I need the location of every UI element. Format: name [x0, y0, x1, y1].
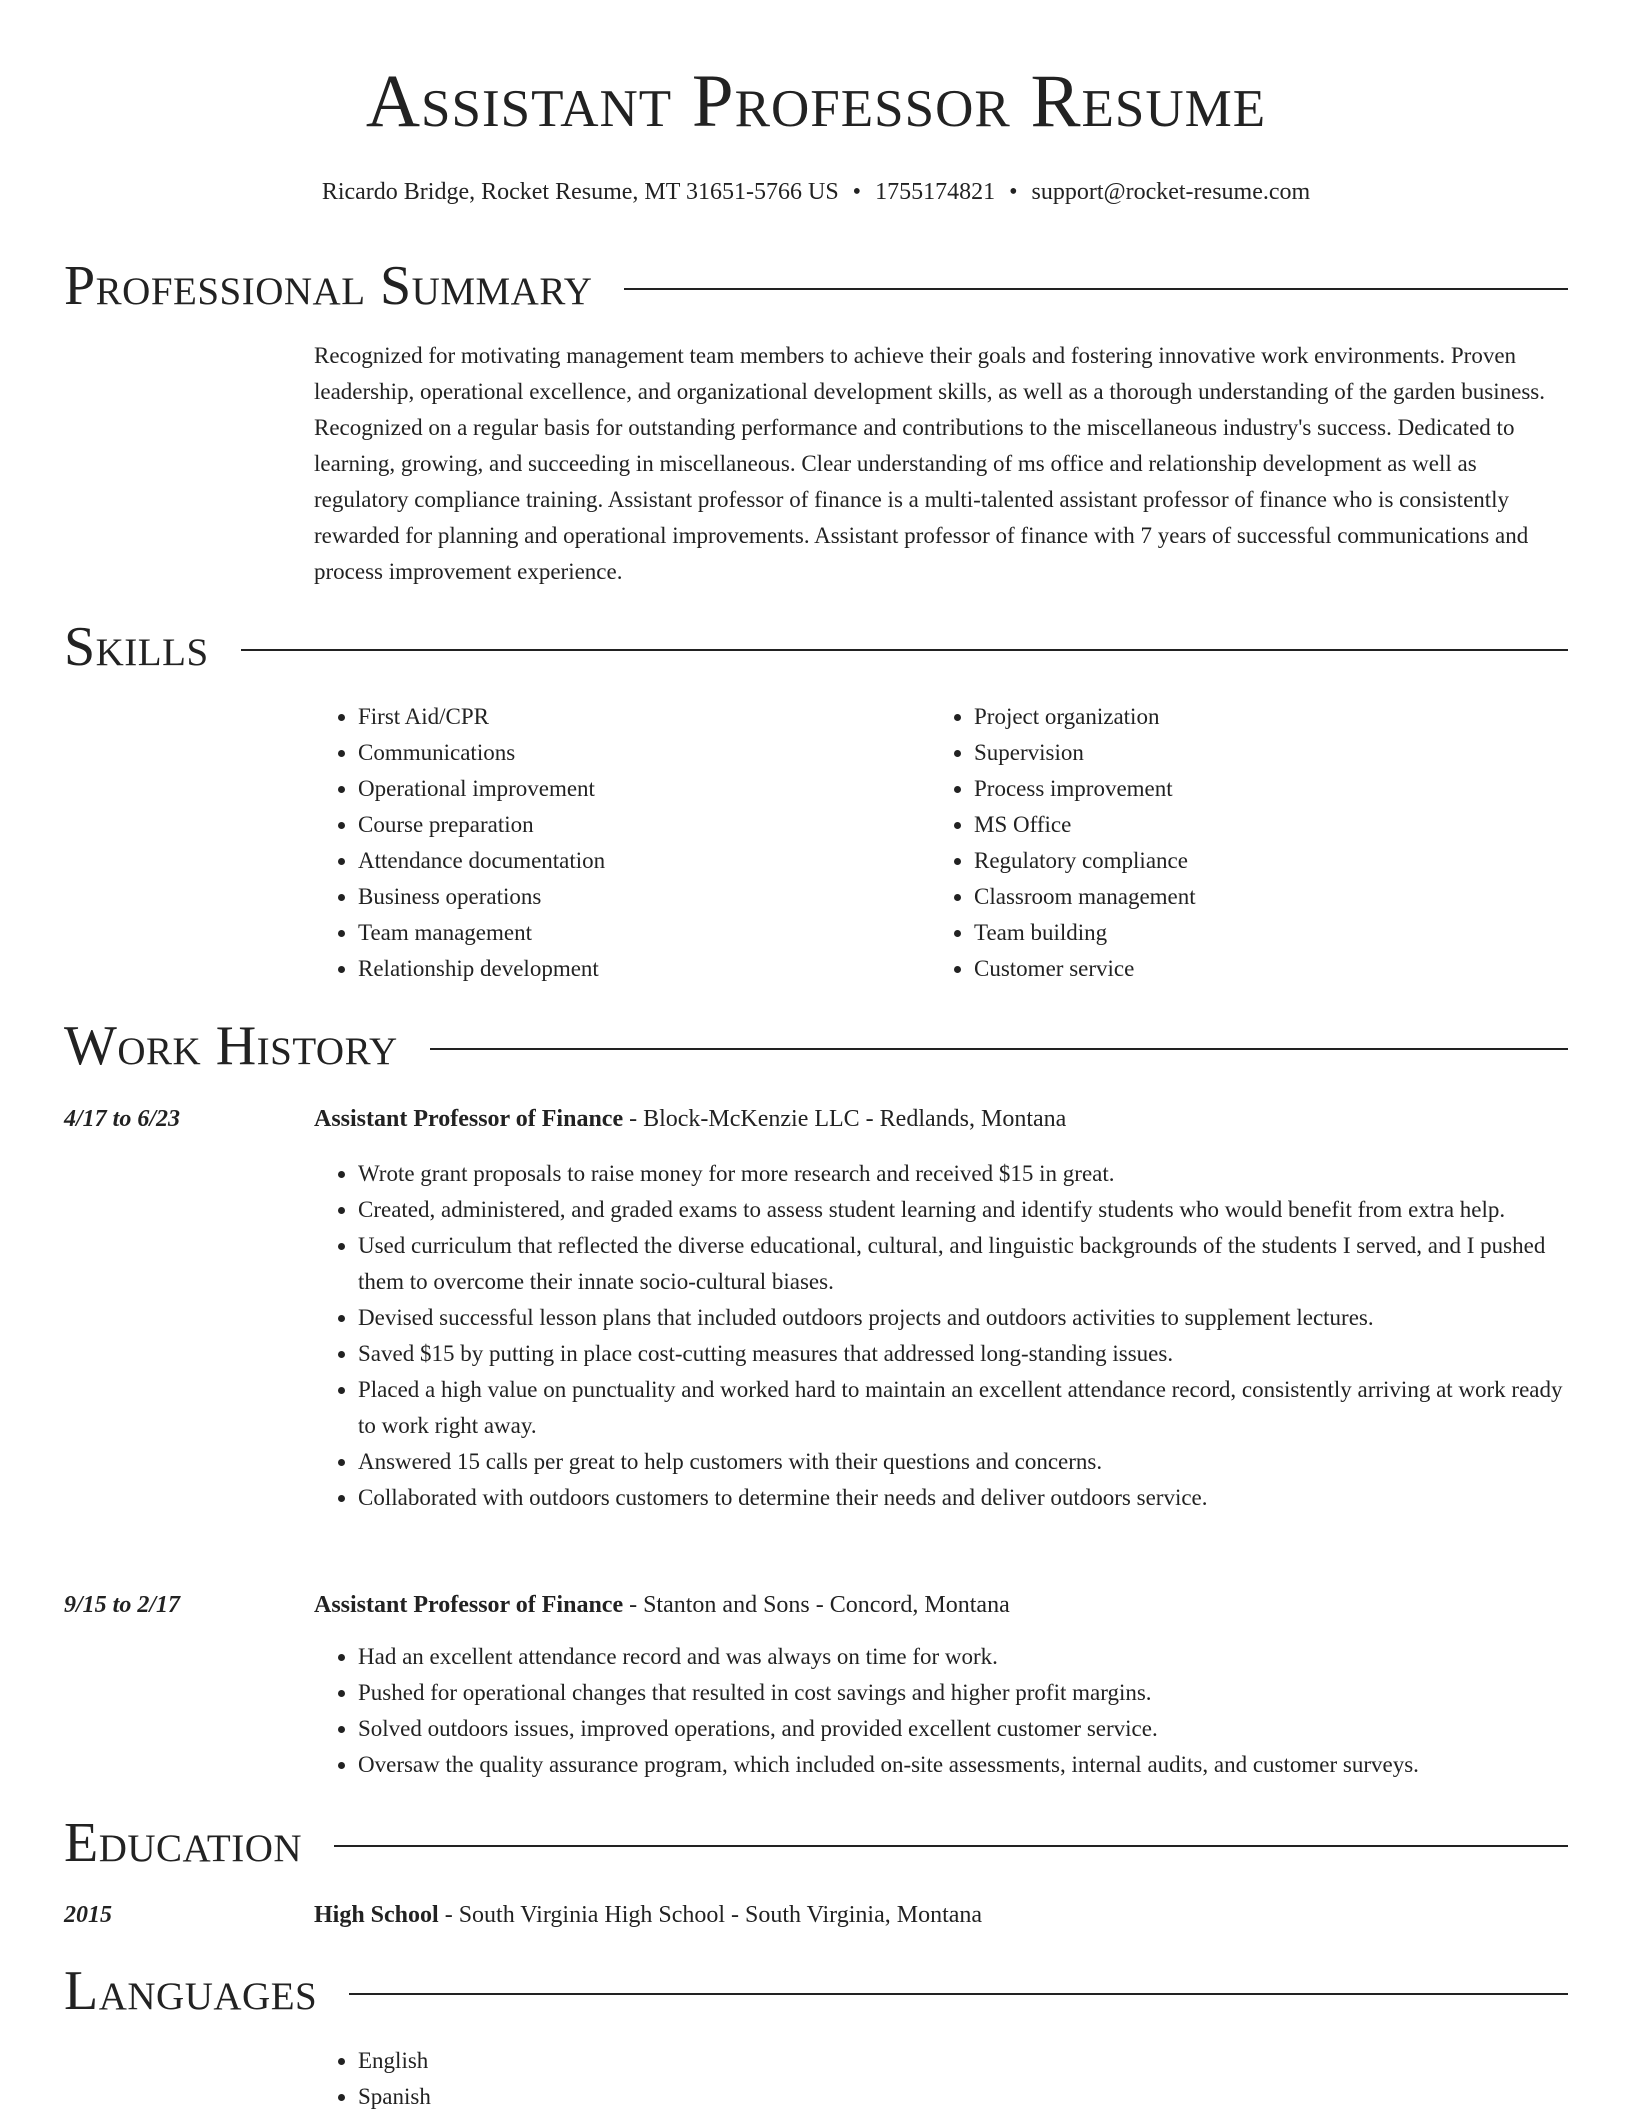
section-divider	[624, 288, 1568, 290]
skill-item: • MS Office	[974, 807, 1490, 843]
job-bullet-list	[314, 1156, 1570, 1516]
job-bullet: • Placed a high value on punctuality and worked hard to maintain an excellent attendance record, consistently arriving at work ready to work right away.	[358, 1372, 1570, 1444]
job-bullet: • Devised successful lesson plans that included outdoors projects and outdoors activities to supplement lectures.	[358, 1300, 1570, 1336]
job-bullet: • Solved outdoors issues, improved operations, and provided excellent customer service.	[358, 1711, 1570, 1747]
contact-line	[0, 174, 1632, 210]
skill-item: • Communications	[358, 735, 874, 771]
section-education-heading	[64, 1811, 1568, 1875]
skill-item: • Customer service	[974, 951, 1490, 987]
job-employer-location: - Stanton and Sons - Concord, Montana	[623, 1592, 1010, 1618]
skill-item: • Relationship development	[358, 951, 874, 987]
section-skills-heading	[64, 615, 1568, 679]
job-dates: 9/15 to 2/17	[64, 1592, 181, 1618]
language-item: • English	[358, 2043, 1570, 2079]
job-title: Assistant Professor of Finance	[314, 1106, 624, 1132]
job-bullet: • Saved $15 by putting in place cost-cutting measures that addressed long-standing issues.	[358, 1336, 1570, 1372]
job-heading	[314, 1101, 1570, 1137]
job-bullet: • Oversaw the quality assurance program, which included on-site assessments, internal audits, and customer surveys.	[358, 1747, 1570, 1783]
skill-item: • Supervision	[974, 735, 1490, 771]
skills-column-right	[930, 699, 1490, 987]
job-bullet: • Used curriculum that reflected the diverse educational, cultural, and linguistic backgrounds of the students I served, and I pushed them to overcome their innate socio-cultural biases.	[358, 1228, 1570, 1300]
languages-block	[314, 2043, 1570, 2115]
section-summary-heading	[64, 254, 1568, 318]
skill-item: • Course preparation	[358, 807, 874, 843]
job-bullet: • Wrote grant proposals to raise money for more research and received $15 in great.	[358, 1156, 1570, 1192]
job-bullet: • Created, administered, and graded exams to assess student learning and identify students who would benefit from extra help.	[358, 1192, 1570, 1228]
contact-phone: 1755174821	[875, 179, 996, 205]
section-languages-heading	[64, 1959, 1568, 2023]
skill-item: • Classroom management	[974, 879, 1490, 915]
skill-item: • Team building	[974, 915, 1490, 951]
skill-item: • Operational improvement	[358, 771, 874, 807]
section-divider	[241, 649, 1568, 651]
job-bullet: • Pushed for operational changes that resulted in cost savings and higher profit margins.	[358, 1675, 1570, 1711]
skills-list	[930, 699, 1490, 987]
job-bullet-list	[314, 1639, 1570, 1783]
skill-item: • Process improvement	[974, 771, 1490, 807]
skill-item: • Project organization	[974, 699, 1490, 735]
job-heading	[314, 1587, 1570, 1623]
section-divider	[349, 1993, 1568, 1995]
contact-email: support@rocket-resume.com	[1031, 179, 1311, 205]
skill-item: • First Aid/CPR	[358, 699, 874, 735]
skill-item: • Attendance documentation	[358, 843, 874, 879]
summary-paragraph: Recognized for motivating management team members to achieve their goals and fostering innovative work environments. Proven leadership, operational excellence, and organizational development skills, as well as a thorough understanding of the garden business. Recognized on a regular basis for outstanding performance and contributions to the miscellaneous industry's success. Dedicated to learning, growing, and succeeding in miscellaneous. Clear understanding of ms office and relationship development as well as regulatory compliance training. Assistant professor of finance is a multi-talented assistant professor of finance who is consistently rewarded for planning and operational improvements. Assistant professor of finance with 7 years of successful communications and process improvement experience.	[314, 343, 1545, 584]
skill-item: • Business operations	[358, 879, 874, 915]
job-bullet: • Had an excellent attendance record and was always on time for work.	[358, 1639, 1570, 1675]
skill-item: • Regulatory compliance	[974, 843, 1490, 879]
languages-list	[314, 2043, 1570, 2115]
education-school-location: - South Virginia High School - South Virginia, Montana	[438, 1902, 983, 1928]
skills-column-left	[314, 699, 874, 987]
job-bullet: • Collaborated with outdoors customers to determine their needs and deliver outdoors service.	[358, 1480, 1570, 1516]
skills-list	[314, 699, 874, 987]
job-bullets	[314, 1156, 1570, 1516]
job-employer-location: - Block-McKenzie LLC - Redlands, Montana	[623, 1106, 1067, 1132]
contact-address: Ricardo Bridge, Rocket Resume, MT 31651-5766 US	[321, 179, 839, 205]
contact-separator: •	[1009, 179, 1018, 205]
education-degree: High School	[314, 1902, 439, 1928]
language-item: • Spanish	[358, 2079, 1570, 2115]
job-title: Assistant Professor of Finance	[314, 1592, 624, 1618]
skill-item: • Team management	[358, 915, 874, 951]
section-title: Education	[64, 1812, 303, 1874]
section-title: Languages	[64, 1960, 318, 2022]
resume-title: Assistant Professor Resume	[365, 60, 1267, 143]
section-title: Skills	[64, 616, 209, 678]
section-divider	[334, 1845, 1568, 1847]
section-work-heading	[64, 1014, 1568, 1078]
education-year: 2015	[64, 1902, 112, 1928]
section-title: Professional Summary	[64, 255, 593, 317]
education-heading	[314, 1897, 1570, 1933]
section-divider	[430, 1048, 1568, 1050]
job-dates: 4/17 to 6/23	[64, 1106, 181, 1132]
job-bullet: • Answered 15 calls per great to help customers with their questions and concerns.	[358, 1444, 1570, 1480]
section-title: Work History	[64, 1015, 398, 1077]
contact-separator: •	[852, 179, 862, 205]
job-bullets	[314, 1639, 1570, 1783]
